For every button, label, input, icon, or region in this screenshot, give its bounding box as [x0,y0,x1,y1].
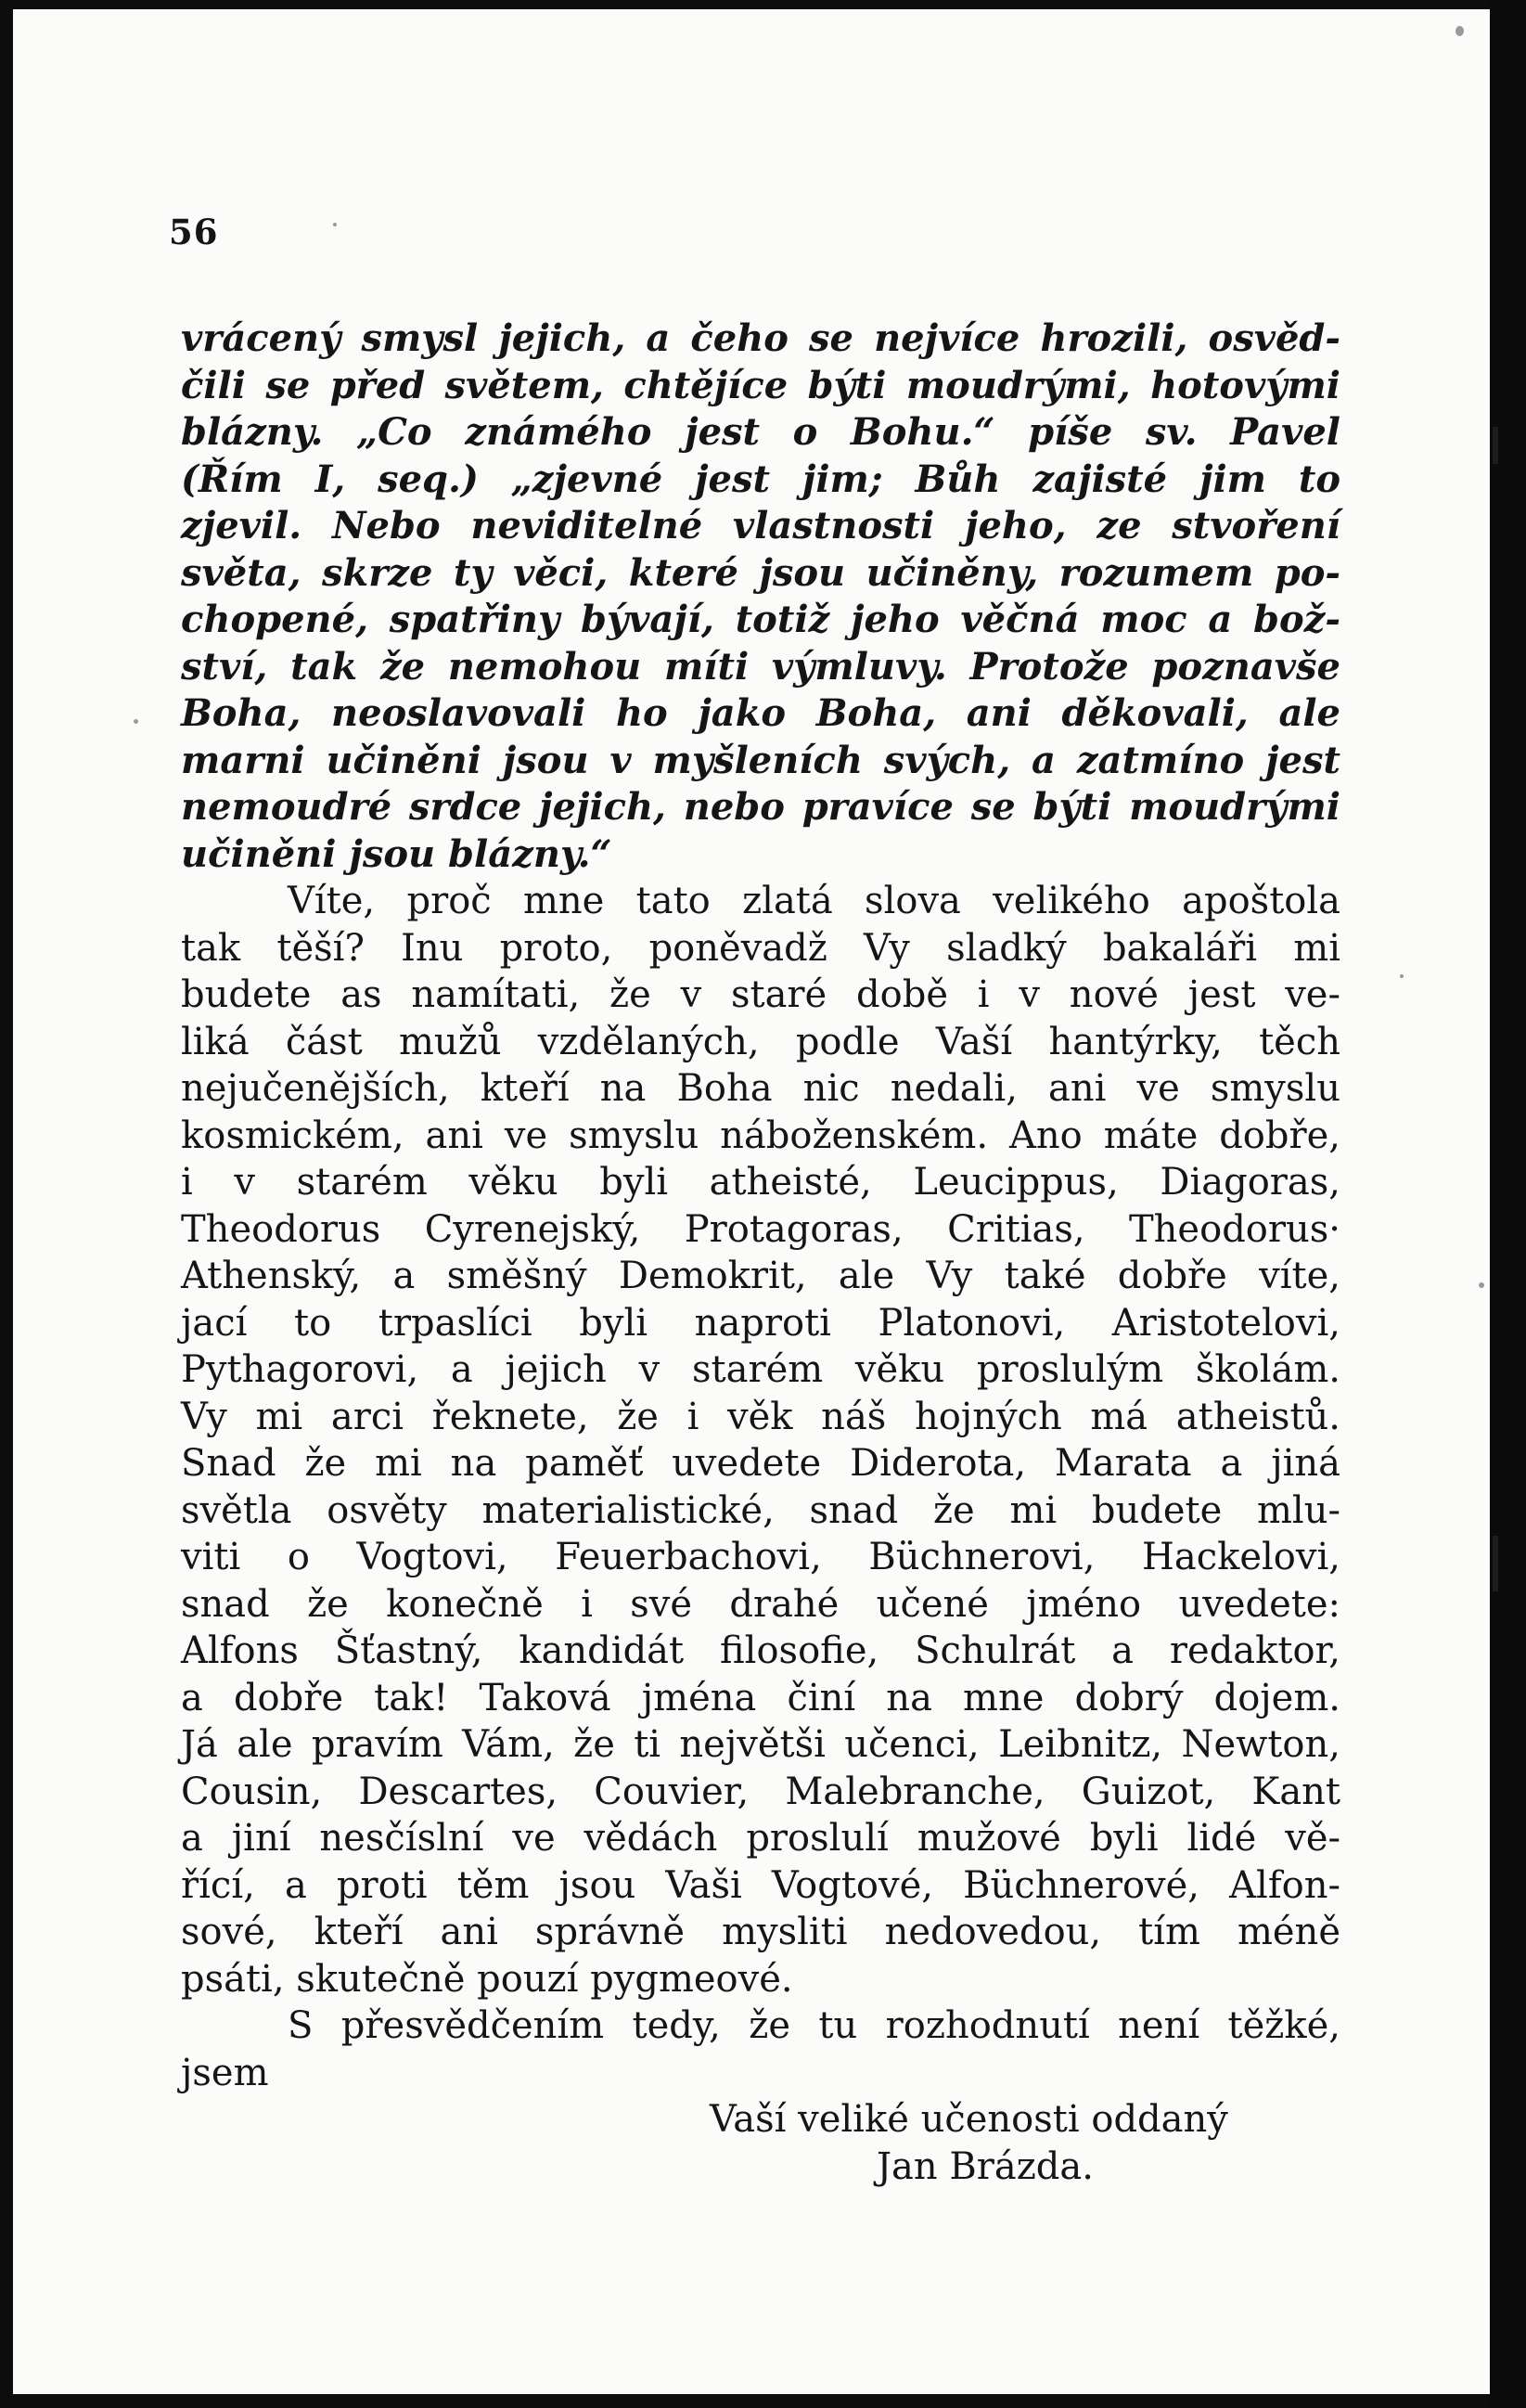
text-line: světla osvěty materialistické, snad že mi budete mlu- [181,1488,1340,1532]
print-speck [333,223,337,226]
text-line: i v starém věku byli atheisté, Leucippus, Diagoras, [181,1161,1340,1204]
text-line: Cousin, Descartes, Couvier, Malebranche, Guizot, Kant [181,1770,1340,1813]
text-line: Theodorus Cyrenejský, Protagoras, Critias, Theodorus· [181,1207,1340,1251]
text-line: psáti, skutečně pouzí pygmeové. [181,1957,793,2001]
text-line: čili se před světem, chtějíce býti moudrými, hotovými [181,363,1340,407]
paragraph-start-line: Víte, proč mne tato zlatá slova velikého apoštola [288,880,1340,922]
text-line: vrácený smysl jejich, a čeho se nejvíce hrozili, osvěd- [181,316,1340,360]
text-line: zjevil. Nebo neviditelné vlastnosti jeho, ze stvoření [181,504,1340,547]
text-line: světa, skrze ty věci, které jsou učiněny, rozumem po- [181,550,1340,595]
text-line: sové, kteří ani správně mysliti nedovedou, tím méně [181,1911,1340,1953]
signature: Jan Brázda. [877,2144,1094,2188]
text-line: Pythagorovi, a jejich v starém věku proslulým školám. [181,1348,1340,1391]
text-line: a jiní nesčíslní ve vědách proslulí mužové byli lidé vě- [181,1817,1340,1860]
text-line: Athenský, a směšný Demokrit, ale Vy také dobře víte, [181,1255,1340,1297]
text-line: marni učiněni jsou v myšleních svých, a zatmíno jest [181,738,1340,782]
text-line: viti o Vogtovi, Feuerbachovi, Büchnerovi, Hackelovi, [181,1536,1340,1578]
print-speck [1479,1282,1484,1288]
text-line: blázny. „Co známého jest o Bohu.“ píše sv. Pavel [181,410,1340,454]
text-line: ství, tak že nemohou míti výmluvy. Protože poznavše [181,644,1340,689]
text-line: Vy mi arci řeknete, že i věk náš hojných má atheistů. [181,1395,1340,1438]
print-speck [1400,974,1404,978]
text-line: snad že konečně i své drahé učené jméno uvedete: [181,1582,1340,1626]
letter-text [181,315,1340,2190]
paragraph-start-line: S přesvědčením tedy, že tu rozhodnutí není těžké, [288,2004,1340,2047]
text-line: řící, a proti těm jsou Vaši Vogtové, Büchnerové, Alfon- [181,1863,1340,1907]
text-line: Já ale pravím Vám, že ti největši učenci, Leibnitz, Newton, [181,1723,1340,1766]
text-line: Snad že mi na paměť uvedete Diderota, Marata a jiná [181,1442,1340,1485]
print-speck [134,719,138,724]
valediction: Vaší veliké učenosti oddaný [710,2098,1228,2141]
text-line: tak těší? Inu proto, poněvadž Vy sladký bakaláři mi [181,926,1340,970]
print-speck [1455,26,1464,36]
text-line: nejučenějších, kteří na Boha nic nedali, ani ve smyslu [181,1067,1340,1110]
text-line: Alfons Šťastný, kandidát filosofie, Schulrát a redaktor, [181,1629,1340,1672]
text-line: nemoudré srdce jejich, nebo pravíce se býti moudrými [181,785,1340,829]
text-line: chopené, spatřiny bývají, totiž jeho věčná moc a bož- [181,598,1340,641]
text-line: a dobře tak! Taková jména činí na mne dobrý dojem. [181,1676,1340,1719]
text-line: kosmickém, ani ve smyslu náboženském. Ano máte dobře, [181,1114,1340,1157]
page-number: 56 [169,212,219,252]
text-line: budete as namítati, že v staré době i v nové jest ve- [181,973,1340,1016]
scan-edge [1490,0,1526,2408]
text-line: (Řím I, seq.) „zjevné jest jim; Bůh zajisté jim to [181,457,1340,501]
text-line: učiněni jsou blázny.“ [181,831,612,876]
book-page [13,9,1493,2394]
text-line: jsem [181,2051,269,2094]
text-line: jací to trpaslíci byli naproti Platonovi, Aristotelovi, [181,1301,1340,1345]
text-line: Boha, neoslavovali ho jako Boha, ani děkovali, ale [181,691,1340,735]
text-line: liká část mužů vzdělaných, podle Vaší hantýrky, těch [181,1020,1340,1063]
